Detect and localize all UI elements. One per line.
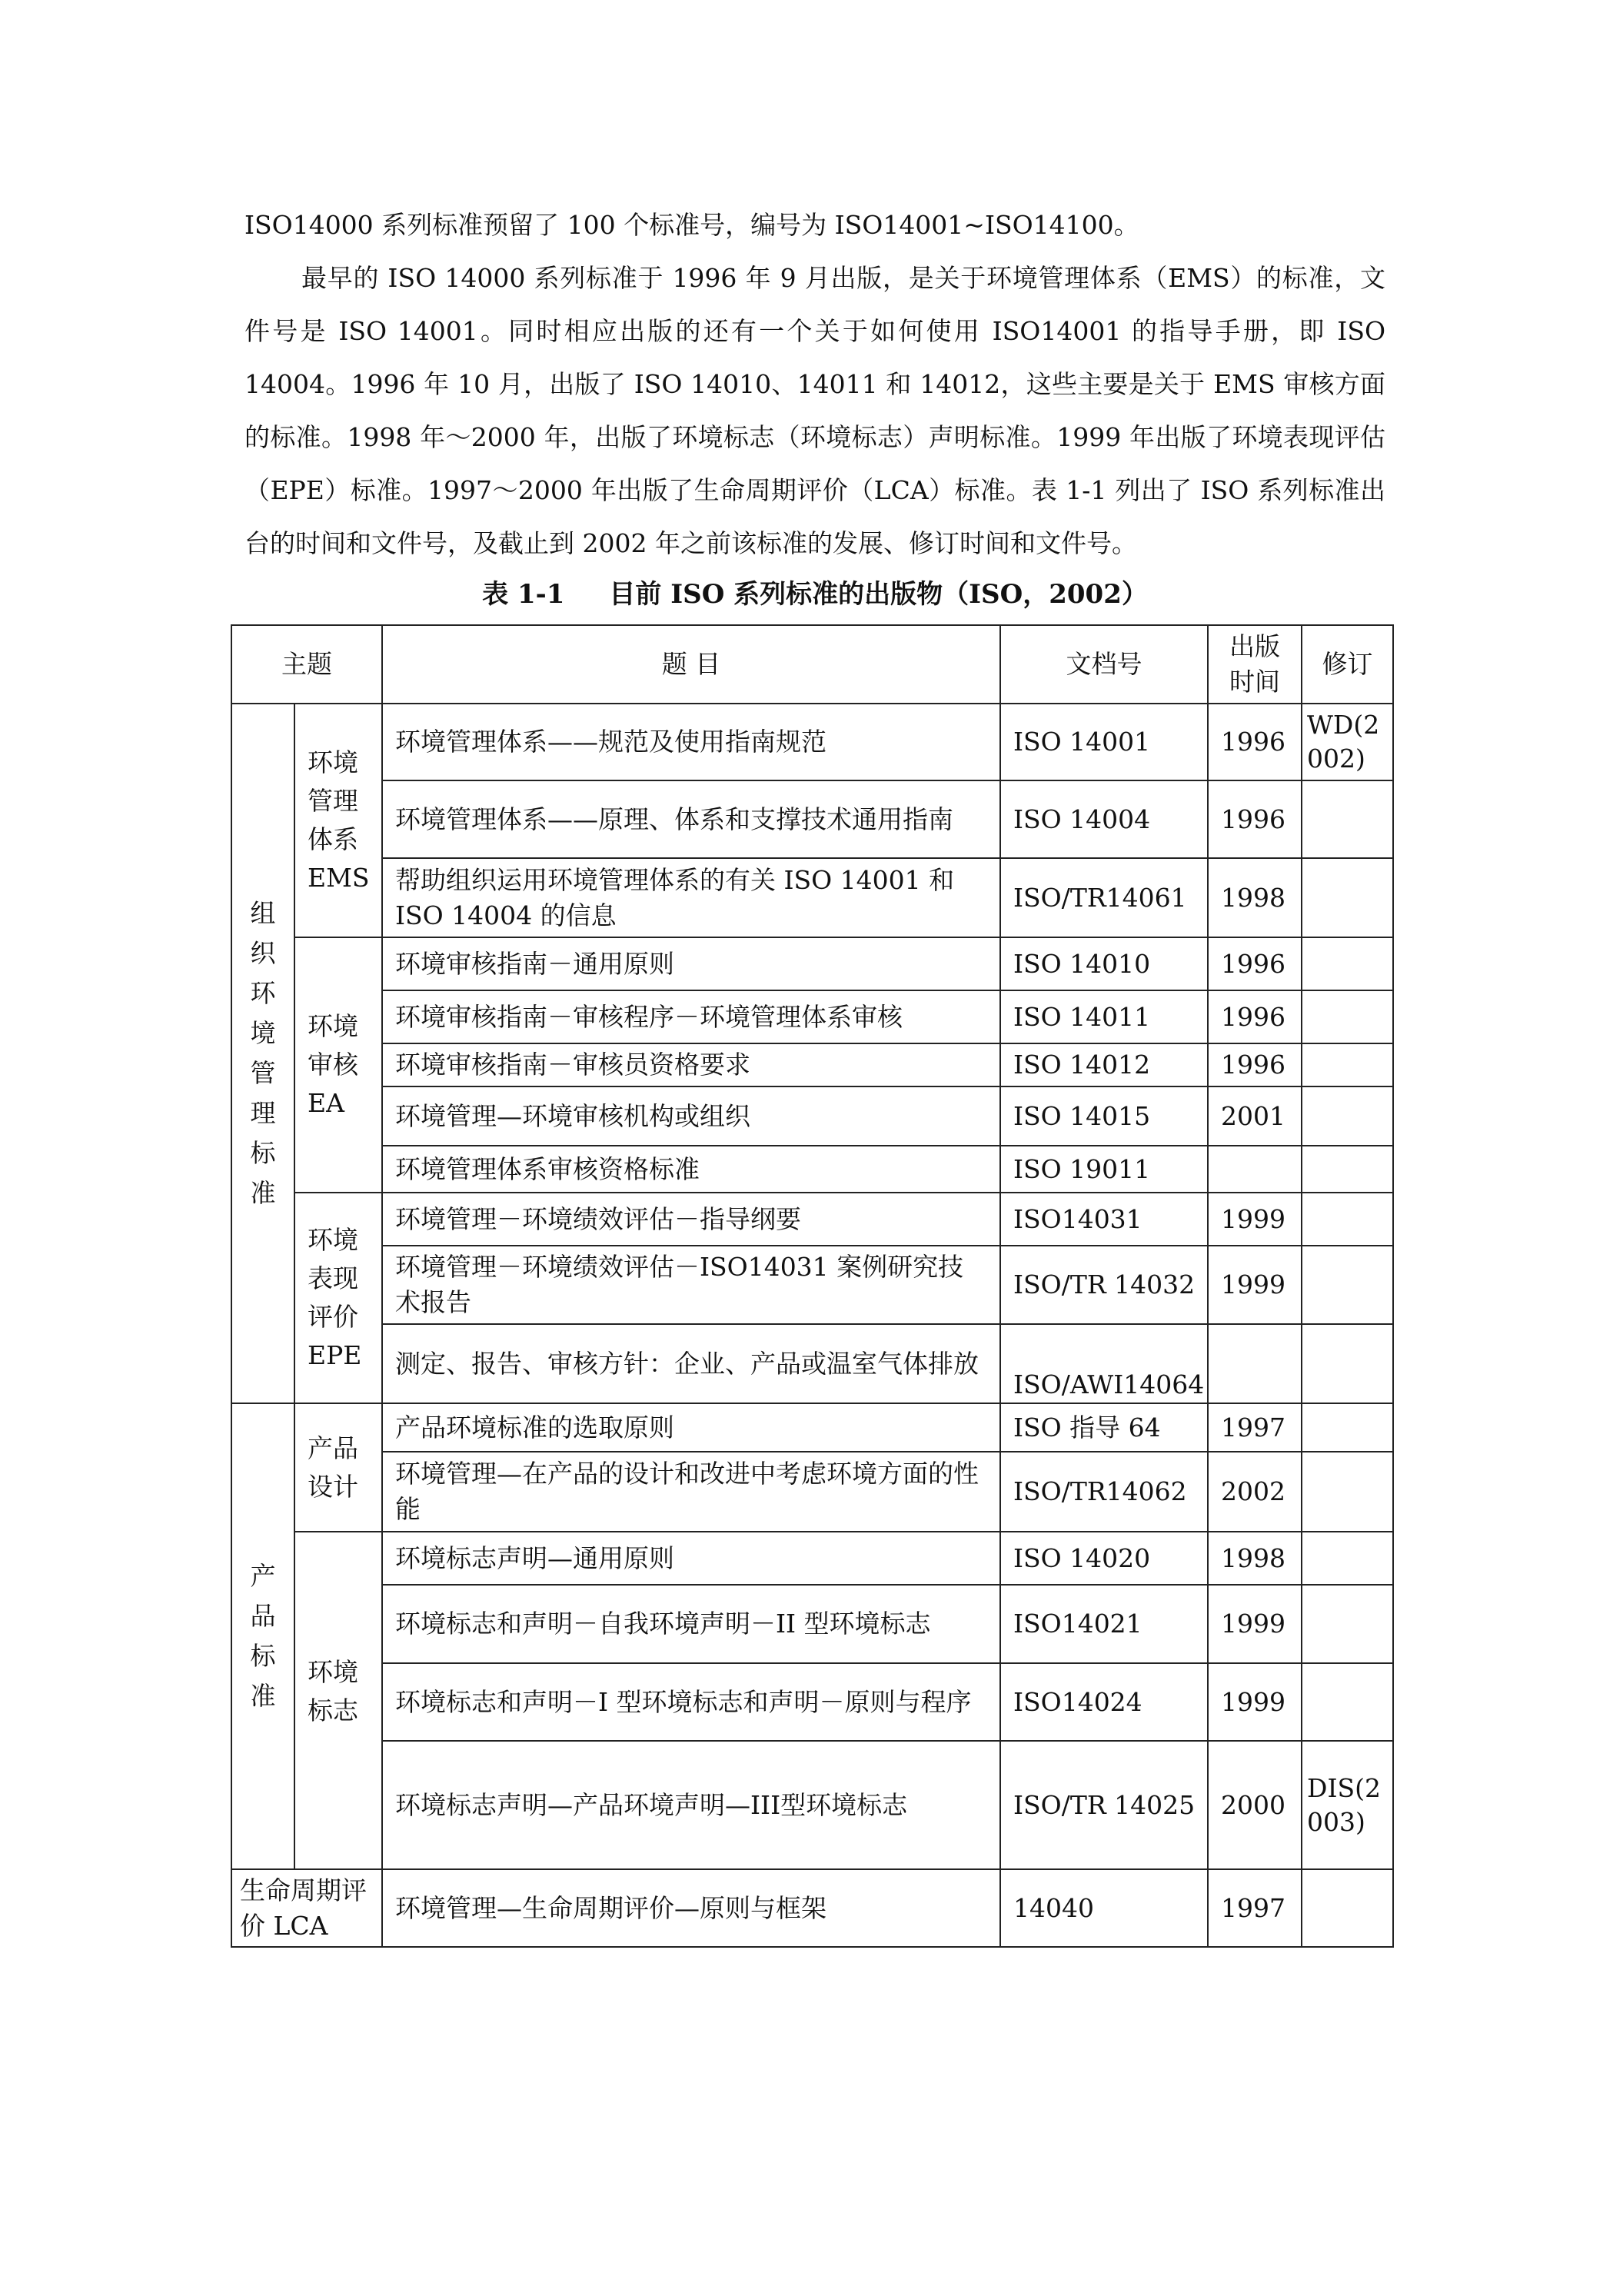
row-rev	[1302, 1403, 1393, 1452]
row-year	[1208, 1146, 1302, 1193]
header-rev: 修订	[1302, 625, 1393, 704]
row-title: 帮助组织运用环境管理体系的有关 ISO 14001 和 ISO 14004 的信息	[382, 858, 1000, 937]
row-year: 1996	[1208, 704, 1302, 780]
row-title: 环境审核指南－审核员资格要求	[382, 1043, 1000, 1086]
row-year: 1999	[1208, 1585, 1302, 1663]
row-doc: ISO14021	[1000, 1585, 1208, 1663]
table-row	[231, 1043, 1393, 1086]
row-rev	[1302, 780, 1393, 858]
row-doc: ISO 14011	[1000, 990, 1208, 1043]
history-paragraph: 最早的 ISO 14000 系列标准于 1996 年 9 月出版，是关于环境管理体系（EMS）的标准，文件号是 ISO 14001。同时相应出版的还有一个关于如何使用 ISO14001 的指导手册，即 ISO 14004。1996 年 10 月，出版了 ISO 14010、14011 和 14012，这些主要是关于 EMS 审核方面的标准。1998 年～2000 年，出版了环境标志（环境标志）声明标准。1999 年出版了环境表现评估（EPE）标准。1997～2000 年出版了生命周期评价（LCA）标准。表 1-1 列出了 ISO 系列标准出台的时间和文件号，及截止到 2002 年之前该标准的发展、修订时间和文件号。	[244, 263, 1385, 558]
header-doc: 文档号	[1000, 625, 1208, 704]
row-title: 环境标志声明—通用原则	[382, 1532, 1000, 1585]
table-row	[231, 704, 1393, 780]
table-caption	[244, 575, 1385, 614]
row-title: 产品环境标准的选取原则	[382, 1403, 1000, 1452]
row-doc: ISO 14020	[1000, 1532, 1208, 1585]
category-lca: 生命周期评价 LCA	[231, 1869, 382, 1947]
table-row	[231, 1741, 1393, 1869]
row-title: 环境管理体系审核资格标准	[382, 1146, 1000, 1193]
category-org: 组织环境管理标准	[231, 704, 294, 1403]
row-doc: ISO/TR14062	[1000, 1452, 1208, 1532]
row-rev: WD(2002)	[1302, 704, 1393, 780]
row-title: 环境管理－环境绩效评估－ISO14031 案例研究技术报告	[382, 1246, 1000, 1324]
row-doc: ISO 14010	[1000, 937, 1208, 990]
row-rev	[1302, 1532, 1393, 1585]
row-title: 环境标志声明—产品环境声明—III型环境标志	[382, 1741, 1000, 1869]
row-year: 1997	[1208, 1869, 1302, 1947]
row-title: 测定、报告、审核方针：企业、产品或温室气体排放	[382, 1324, 1000, 1403]
row-year	[1208, 1324, 1302, 1403]
row-year: 1999	[1208, 1663, 1302, 1741]
row-year: 1999	[1208, 1246, 1302, 1324]
row-title: 环境标志和声明－自我环境声明－II 型环境标志	[382, 1585, 1000, 1663]
row-title: 环境管理—在产品的设计和改进中考虑环境方面的性能	[382, 1452, 1000, 1532]
row-year: 2000	[1208, 1741, 1302, 1869]
group-epe: 环境表现评价EPE	[294, 1193, 382, 1403]
row-doc: ISO 14012	[1000, 1043, 1208, 1086]
row-rev	[1302, 1585, 1393, 1663]
row-title: 环境管理—生命周期评价—原则与框架	[382, 1869, 1000, 1947]
row-rev	[1302, 937, 1393, 990]
header-year: 出版时间	[1208, 625, 1302, 704]
group-design: 产品设计	[294, 1403, 382, 1532]
group-ea: 环境审核EA	[294, 937, 382, 1193]
row-year: 2001	[1208, 1086, 1302, 1146]
row-title: 环境管理—环境审核机构或组织	[382, 1086, 1000, 1146]
row-rev	[1302, 1324, 1393, 1403]
table-row	[231, 1403, 1393, 1452]
row-doc: ISO 指导 64	[1000, 1403, 1208, 1452]
row-rev	[1302, 990, 1393, 1043]
header-title: 题 目	[382, 625, 1000, 704]
row-rev	[1302, 1663, 1393, 1741]
table-row	[231, 990, 1393, 1043]
row-doc: ISO14024	[1000, 1663, 1208, 1741]
group-ems: 环境管理体系EMS	[294, 704, 382, 937]
row-year: 1998	[1208, 858, 1302, 937]
row-doc: ISO 14004	[1000, 780, 1208, 858]
table-row	[231, 1663, 1393, 1741]
row-year: 1996	[1208, 937, 1302, 990]
row-rev	[1302, 1452, 1393, 1532]
table-row	[231, 1869, 1393, 1947]
row-doc: ISO 14015	[1000, 1086, 1208, 1146]
row-title: 环境管理体系——原理、体系和支撑技术通用指南	[382, 780, 1000, 858]
row-rev	[1302, 1246, 1393, 1324]
row-doc: ISO 19011	[1000, 1146, 1208, 1193]
row-title: 环境管理体系——规范及使用指南规范	[382, 704, 1000, 780]
row-title: 环境审核指南－审核程序－环境管理体系审核	[382, 990, 1000, 1043]
row-rev	[1302, 1146, 1393, 1193]
row-rev: DIS(2003)	[1302, 1741, 1393, 1869]
row-year: 1997	[1208, 1403, 1302, 1452]
row-year: 1996	[1208, 1043, 1302, 1086]
table-number: 表 1-1	[482, 579, 565, 610]
table-title: 目前 ISO 系列标准的出版物（ISO，2002）	[609, 579, 1148, 610]
row-doc: 14040	[1000, 1869, 1208, 1947]
row-year: 1999	[1208, 1193, 1302, 1246]
row-doc: ISO/TR 14032	[1000, 1246, 1208, 1324]
table-row	[231, 858, 1393, 937]
row-title: 环境审核指南－通用原则	[382, 937, 1000, 990]
row-rev	[1302, 1869, 1393, 1947]
row-title: 环境管理－环境绩效评估－指导纲要	[382, 1193, 1000, 1246]
table-row	[231, 1086, 1393, 1146]
row-title: 环境标志和声明－I 型环境标志和声明－原则与程序	[382, 1663, 1000, 1741]
row-doc: ISO/AWI14064	[1000, 1324, 1208, 1403]
row-rev	[1302, 1086, 1393, 1146]
table-row	[231, 1452, 1393, 1532]
row-rev	[1302, 1043, 1393, 1086]
table-row	[231, 937, 1393, 990]
row-doc: ISO/TR 14025	[1000, 1741, 1208, 1869]
group-label: 环境标志	[294, 1532, 382, 1869]
row-year: 2002	[1208, 1452, 1302, 1532]
table-row	[231, 1324, 1393, 1403]
row-year: 1998	[1208, 1532, 1302, 1585]
row-rev	[1302, 858, 1393, 937]
table-row	[231, 1193, 1393, 1246]
row-year: 1996	[1208, 780, 1302, 858]
intro-paragraph: ISO14000 系列标准预留了 100 个标准号，编号为 ISO14001~ISO14100。	[244, 210, 1139, 240]
row-doc: ISO14031	[1000, 1193, 1208, 1246]
table-row	[231, 780, 1393, 858]
iso-standards-table	[231, 624, 1394, 1948]
row-doc: ISO/TR14061	[1000, 858, 1208, 937]
table-row	[231, 1246, 1393, 1324]
table-row	[231, 1585, 1393, 1663]
table-header-row	[231, 625, 1393, 704]
table-row	[231, 1146, 1393, 1193]
row-year: 1996	[1208, 990, 1302, 1043]
header-topic: 主题	[231, 625, 382, 704]
row-doc: ISO 14001	[1000, 704, 1208, 780]
table-row	[231, 1532, 1393, 1585]
row-rev	[1302, 1193, 1393, 1246]
category-product: 产品标准	[231, 1403, 294, 1869]
